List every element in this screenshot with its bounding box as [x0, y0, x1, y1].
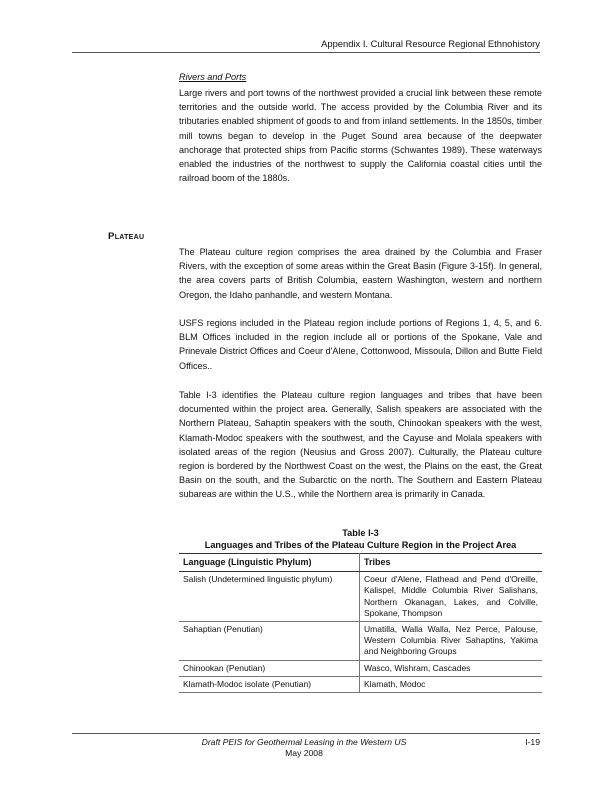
table-header-row — [179, 554, 542, 572]
table-title: Languages and Tribes of the Plateau Culture Region in the Project Area — [204, 540, 517, 550]
page-number: I-19 — [525, 737, 540, 747]
running-header: Appendix I. Cultural Resource Regional Ethnohistory — [321, 38, 540, 49]
table-row — [179, 660, 542, 676]
section-heading-text: Plateau — [108, 231, 145, 242]
tribes-cell: Wasco, Wishram, Cascades — [360, 660, 543, 676]
footer-document-title: Draft PEIS for Geothermal Leasing in the Western US — [201, 737, 407, 747]
tribes-cell: Umatilla, Walla Walla, Nez Perce, Palouse, Western Columbia River Sahaptins, Yakima and Neighboring Groups — [360, 622, 543, 661]
plateau-paragraph-3: Table I-3 identifies the Plateau culture region languages and tribes that have been documented within the project area. Generally, Salish speakers are associated with the Northern Plateau, Sahaptin speakers with the south, Chinookan speakers with the west, Klamath-Modoc speakers with the southwest, and the Cayuse and Molala speakers with isolated areas of the region (Neusius and Gross 2007). Culturally, the Plateau culture region is bordered by the Northwest Coast on the west, the Plains on the east, the Great Basin on the south, and the Subarctic on the north. The Southern and Eastern Plateau subareas are within the U.S., while the Northern area is primarily in Canada. — [179, 390, 542, 500]
tribes-cell: Klamath, Modoc — [360, 676, 543, 692]
language-cell: Sahaptian (Penutian) — [179, 622, 360, 661]
tribes-cell: Coeur d'Alene, Flathead and Pend d'Oreille, Kalispel, Middle Columbia River Salishans, Northern Okanagan, Lakes, and Colville, Spokane, Thompson — [360, 572, 543, 622]
header-rule — [72, 52, 540, 53]
rivers-paragraph: Large rivers and port towns of the northwest provided a crucial link between these remote territories and the outside world. The access provided by the Columbia River and its tributaries enabled shipment of goods to and from inland settlements. In the 1850s, timber mill towns began to develop in the Puget Sound area because of the deepwater anchorage that protected ships from Pacific storms (Schwantes 1989). These waterways enabled the industries of the northwest to supply the California coastal cities until the railroad boom of the 1880s. — [179, 88, 542, 184]
column-header-tribes: Tribes — [360, 554, 543, 572]
column-header-language: Language (Linguistic Phylum) — [179, 554, 360, 572]
footer-text — [179, 737, 429, 759]
language-cell: Chinookan (Penutian) — [179, 660, 360, 676]
section-heading-plateau — [108, 231, 144, 242]
language-cell: Klamath-Modoc isolate (Penutian) — [179, 676, 360, 692]
table-row — [179, 622, 542, 661]
plateau-paragraph-2: USFS regions included in the Plateau region include portions of Regions 1, 4, 5, and 6. BLM Offices included in the region include all or portions of the Spokane, Vale and Prinevale District Offices and Coeur d'Alene, Cottonwood, Missoula, Dillon and Butte Field Offices.. — [179, 318, 542, 371]
languages-tribes-table — [179, 553, 542, 693]
table-row — [179, 676, 542, 692]
table-row — [179, 572, 542, 622]
language-cell: Salish (Undetermined linguistic phylum) — [179, 572, 360, 622]
footer-rule — [72, 733, 540, 734]
rivers-subheading: Rivers and Ports — [179, 72, 247, 82]
plateau-paragraph-1: The Plateau culture region comprises the area drained by the Columbia and Fraser Rivers, with the exception of some areas within the Great Basin (Figure 3-15f). In general, the area covers parts of British Columbia, eastern Washington, western and northern Oregon, the Idaho panhandle, and western Montana. — [179, 247, 542, 300]
table-number: Table I-3 — [342, 528, 379, 538]
footer-date: May 2008 — [285, 748, 323, 758]
